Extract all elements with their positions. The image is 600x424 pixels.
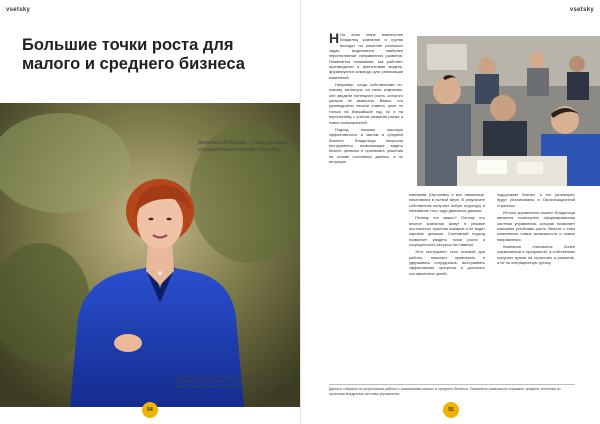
footnotes-left: Стационарные процессы регулярного управления бизнесом, которые определяют будущее компании. ¹ Проектная работа (проектирование) ведётся в рамках системной группы работы с изменениями.: [175, 375, 293, 389]
paragraph: Этот инструмент стал основой для работы, помогает привлекать и удерживать сотрудников, выстраивать эффективные процессы и достигать поставленных целей.: [409, 249, 485, 276]
paragraph: компании (Оргсхема) и все связанные, начинаются в полной мере. В результате собственник получает ясную структуру и понимание того, куда двигаться дальше.: [409, 192, 485, 214]
paragraph: Н На этом этапе вовлечение Владелец компании и группа выходят на решение реальных задач, выделяются наиболее перспективные направления развития. Появляется понимание, как работает производство и финансовая модель, формируются команды для реализации изменений.: [329, 32, 403, 80]
text-column-3: [497, 192, 575, 378]
brand-logo: vsetsky: [6, 7, 31, 13]
dropcap: Н: [329, 32, 340, 46]
page-number-left: 54: [142, 402, 158, 418]
photo-caption: Ангелина Федорова — консультант сопровождения Vsetsky Consulting: [198, 140, 288, 153]
paragraph: Компания становится более управляемой и прозрачной, а собственник получает время на стратегию и развитие, а не на операционную рутину.: [497, 244, 575, 266]
paragraph: подорожает бизнес, а это реализуют, будут реализованы в Организационной стратегии.: [497, 192, 575, 208]
right-page: [300, 0, 600, 424]
paragraph: Почему это важно? Потому что многие компании живут в режиме постоянного тушения пожаров и не видят картины целиком. Системный подход позволяет увидеть точки роста и сосредоточить ресурсы на главном.: [409, 215, 485, 248]
article-title: Большие точки роста для малого и среднего бизнеса: [22, 36, 245, 73]
brand-logo-right: vsetsky: [569, 7, 594, 13]
page-number-right: 55: [443, 402, 459, 418]
paragraph: Подход показал высокую эффективность в малом и среднем бизнесе. Владельцы получили инструменты, позволяющие видеть бизнес целиком и принимать решения на основе системных данных, а не интуиции.: [329, 126, 403, 164]
text-column-1: [329, 32, 403, 382]
paragraph: Итогом управления нашего Владельца является полноценно сформированная система управления, которая позволяет компании устойчиво расти. Вместе с этим появляются новые возможности и новые направления.: [497, 210, 575, 242]
text-column-2: [409, 192, 485, 378]
workshop-illustration: [417, 36, 600, 186]
workshop-photo: [417, 36, 600, 186]
paragraph: Например, когда собственники по-новому взглянули на свою компанию, они увидели потенциал роста, которого раньше не замечали. Важно, что руководители начали ставить цели не только на ближайший год, но и на перспективу, с учётом развития рынка и новых возможностей.: [329, 82, 403, 125]
footnotes-right: Данные собраны по результатам работы с компаниями малого и среднего бизнеса. Указанные показатели отражают средние значения по проектам внедрения системы управления.: [329, 384, 575, 397]
